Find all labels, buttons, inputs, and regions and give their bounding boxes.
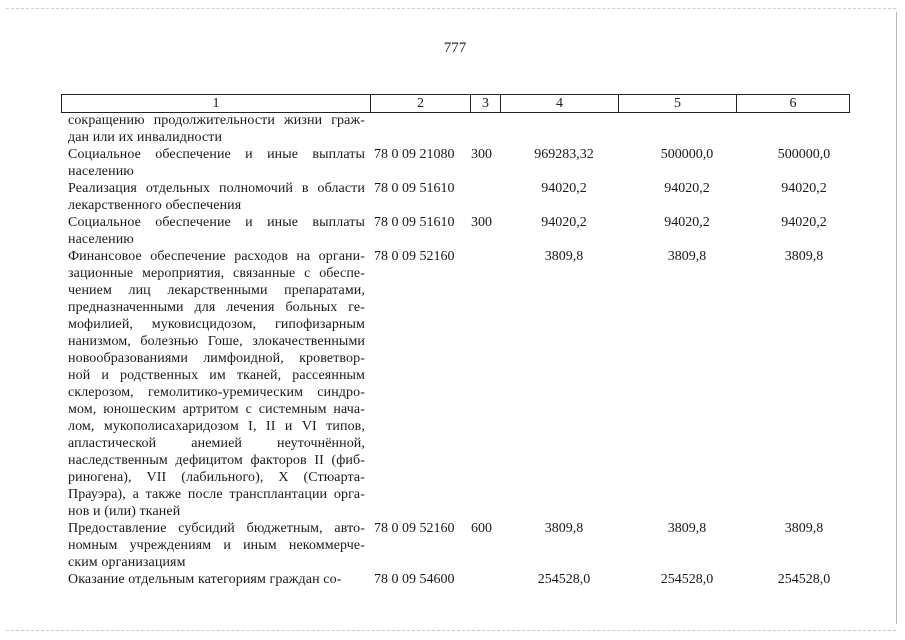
table-row — [68, 214, 848, 248]
table-row — [68, 571, 848, 588]
description-line: населению — [68, 232, 134, 247]
row-value-col5: 500000,0 — [660, 147, 714, 162]
description-line: риногена), VII (лабильного), X (Стюарта- — [68, 470, 365, 485]
row-expense-type: 300 — [471, 147, 492, 162]
row-description — [68, 180, 365, 214]
description-line: наследственным дефицитом факторов II (фиб- — [68, 453, 365, 468]
row-value-col6: 3809,8 — [784, 521, 824, 536]
row-value-col4: 3809,8 — [544, 249, 584, 264]
row-value-col4: 969283,32 — [534, 147, 594, 162]
description-line: склерозом, гемолитико-уремическим синдро- — [68, 385, 365, 400]
description-line: мом, юношеским артритом с системным нача- — [68, 402, 365, 417]
row-target-code: 78 0 09 52160 — [374, 249, 455, 264]
row-target-code: 78 0 09 51610 — [374, 215, 455, 230]
description-line: сокращению продолжительности жизни граж- — [68, 113, 365, 128]
row-value-col6: 254528,0 — [777, 572, 831, 587]
row-expense-type — [465, 180, 495, 214]
row-value-col5: 94020,2 — [664, 215, 710, 230]
description-line: нов и (или) тканей — [68, 504, 181, 519]
row-expense-type: 600 — [471, 521, 492, 536]
table-row — [68, 248, 848, 520]
table-row — [68, 520, 848, 571]
header-col-1: 1 — [62, 95, 371, 112]
description-line: дан или их инвалидности — [68, 130, 223, 145]
description-line: новообразованиями лимфоидной, кроветвор- — [68, 351, 365, 366]
row-value-col6 — [731, 112, 843, 146]
row-expense-type — [465, 248, 495, 520]
row-value-col5: 94020,2 — [664, 181, 710, 196]
row-expense-type — [465, 112, 495, 146]
description-line: зационные мероприятия, связанные с обеспе- — [68, 266, 365, 281]
row-value-col5: 254528,0 — [660, 572, 714, 587]
row-value-col4: 3809,8 — [544, 521, 584, 536]
table-row — [68, 180, 848, 214]
description-line: Предоставление субсидий бюджетным, авто- — [68, 521, 365, 536]
row-value-col4: 94020,2 — [541, 181, 587, 196]
row-description — [68, 571, 365, 588]
row-target-code: 78 0 09 51610 — [374, 181, 455, 196]
table-header-row — [61, 94, 850, 113]
description-line: лом, мукополисахаридозом I, II и VI типов, — [68, 419, 365, 434]
description-line: лекарственного обеспечения — [68, 198, 242, 213]
description-line: Финансовое обеспечение расходов на органи- — [68, 249, 365, 264]
table-row — [68, 112, 848, 146]
page-number: 777 — [443, 40, 467, 56]
header-col-3: 3 — [471, 95, 501, 112]
header-col-6: 6 — [789, 96, 797, 111]
row-expense-type: 300 — [471, 215, 492, 230]
description-line: ским организациям — [68, 555, 186, 570]
row-description — [68, 112, 365, 146]
row-description — [68, 214, 365, 248]
row-description — [68, 248, 365, 520]
row-value-col6: 94020,2 — [781, 181, 827, 196]
row-target-code: 78 0 09 54600 — [374, 572, 455, 587]
row-value-col5: 3809,8 — [667, 521, 707, 536]
row-value-col6: 94020,2 — [781, 215, 827, 230]
header-col-2: 2 — [371, 95, 471, 112]
description-line: нанизмом, болезнью Гоше, злокачественными — [68, 334, 365, 349]
description-line: Реализация отдельных полномочий в области — [68, 181, 365, 196]
description-line: Социальное обеспечение и иные выплаты — [68, 215, 365, 230]
row-target-code: 78 0 09 52160 — [374, 521, 455, 536]
description-line: Социальное обеспечение и иные выплаты — [68, 147, 365, 162]
row-value-col4 — [495, 112, 613, 146]
row-value-col5: 3809,8 — [667, 249, 707, 264]
row-value-col5 — [613, 112, 731, 146]
row-value-col4: 94020,2 — [541, 215, 587, 230]
row-expense-type — [465, 571, 495, 588]
description-line: предназначенными для лечения больных ге- — [68, 300, 365, 315]
description-line: Оказание отдельным категориям граждан со- — [68, 572, 342, 587]
header-col-5: 5 — [619, 95, 737, 112]
budget-table-body — [68, 112, 848, 588]
description-line: ной и родственных им тканей, рассеянным — [68, 368, 365, 383]
row-value-col6: 3809,8 — [784, 249, 824, 264]
page-edge-top — [6, 8, 896, 9]
table-row — [68, 146, 848, 180]
description-line: чением лиц лекарственными препаратами, — [68, 283, 365, 298]
row-description — [68, 146, 365, 180]
row-target-code: 78 0 09 21080 — [374, 147, 455, 162]
header-col-4: 4 — [501, 95, 619, 112]
row-description — [68, 520, 365, 571]
description-line: населению — [68, 164, 134, 179]
description-line: Прауэра), а также после трансплантации орга- — [68, 487, 365, 502]
description-line: апластической анемией неуточнённой, — [68, 436, 365, 451]
description-line: мофилией, муковисцидозом, гипофизарным — [68, 317, 365, 332]
page-edge-bottom — [6, 630, 896, 631]
row-value-col6: 500000,0 — [777, 147, 831, 162]
row-value-col4: 254528,0 — [537, 572, 591, 587]
page-edge-right — [896, 12, 897, 624]
row-target-code — [365, 112, 465, 146]
description-line: номным учреждениям и иным некоммерче- — [68, 538, 365, 553]
